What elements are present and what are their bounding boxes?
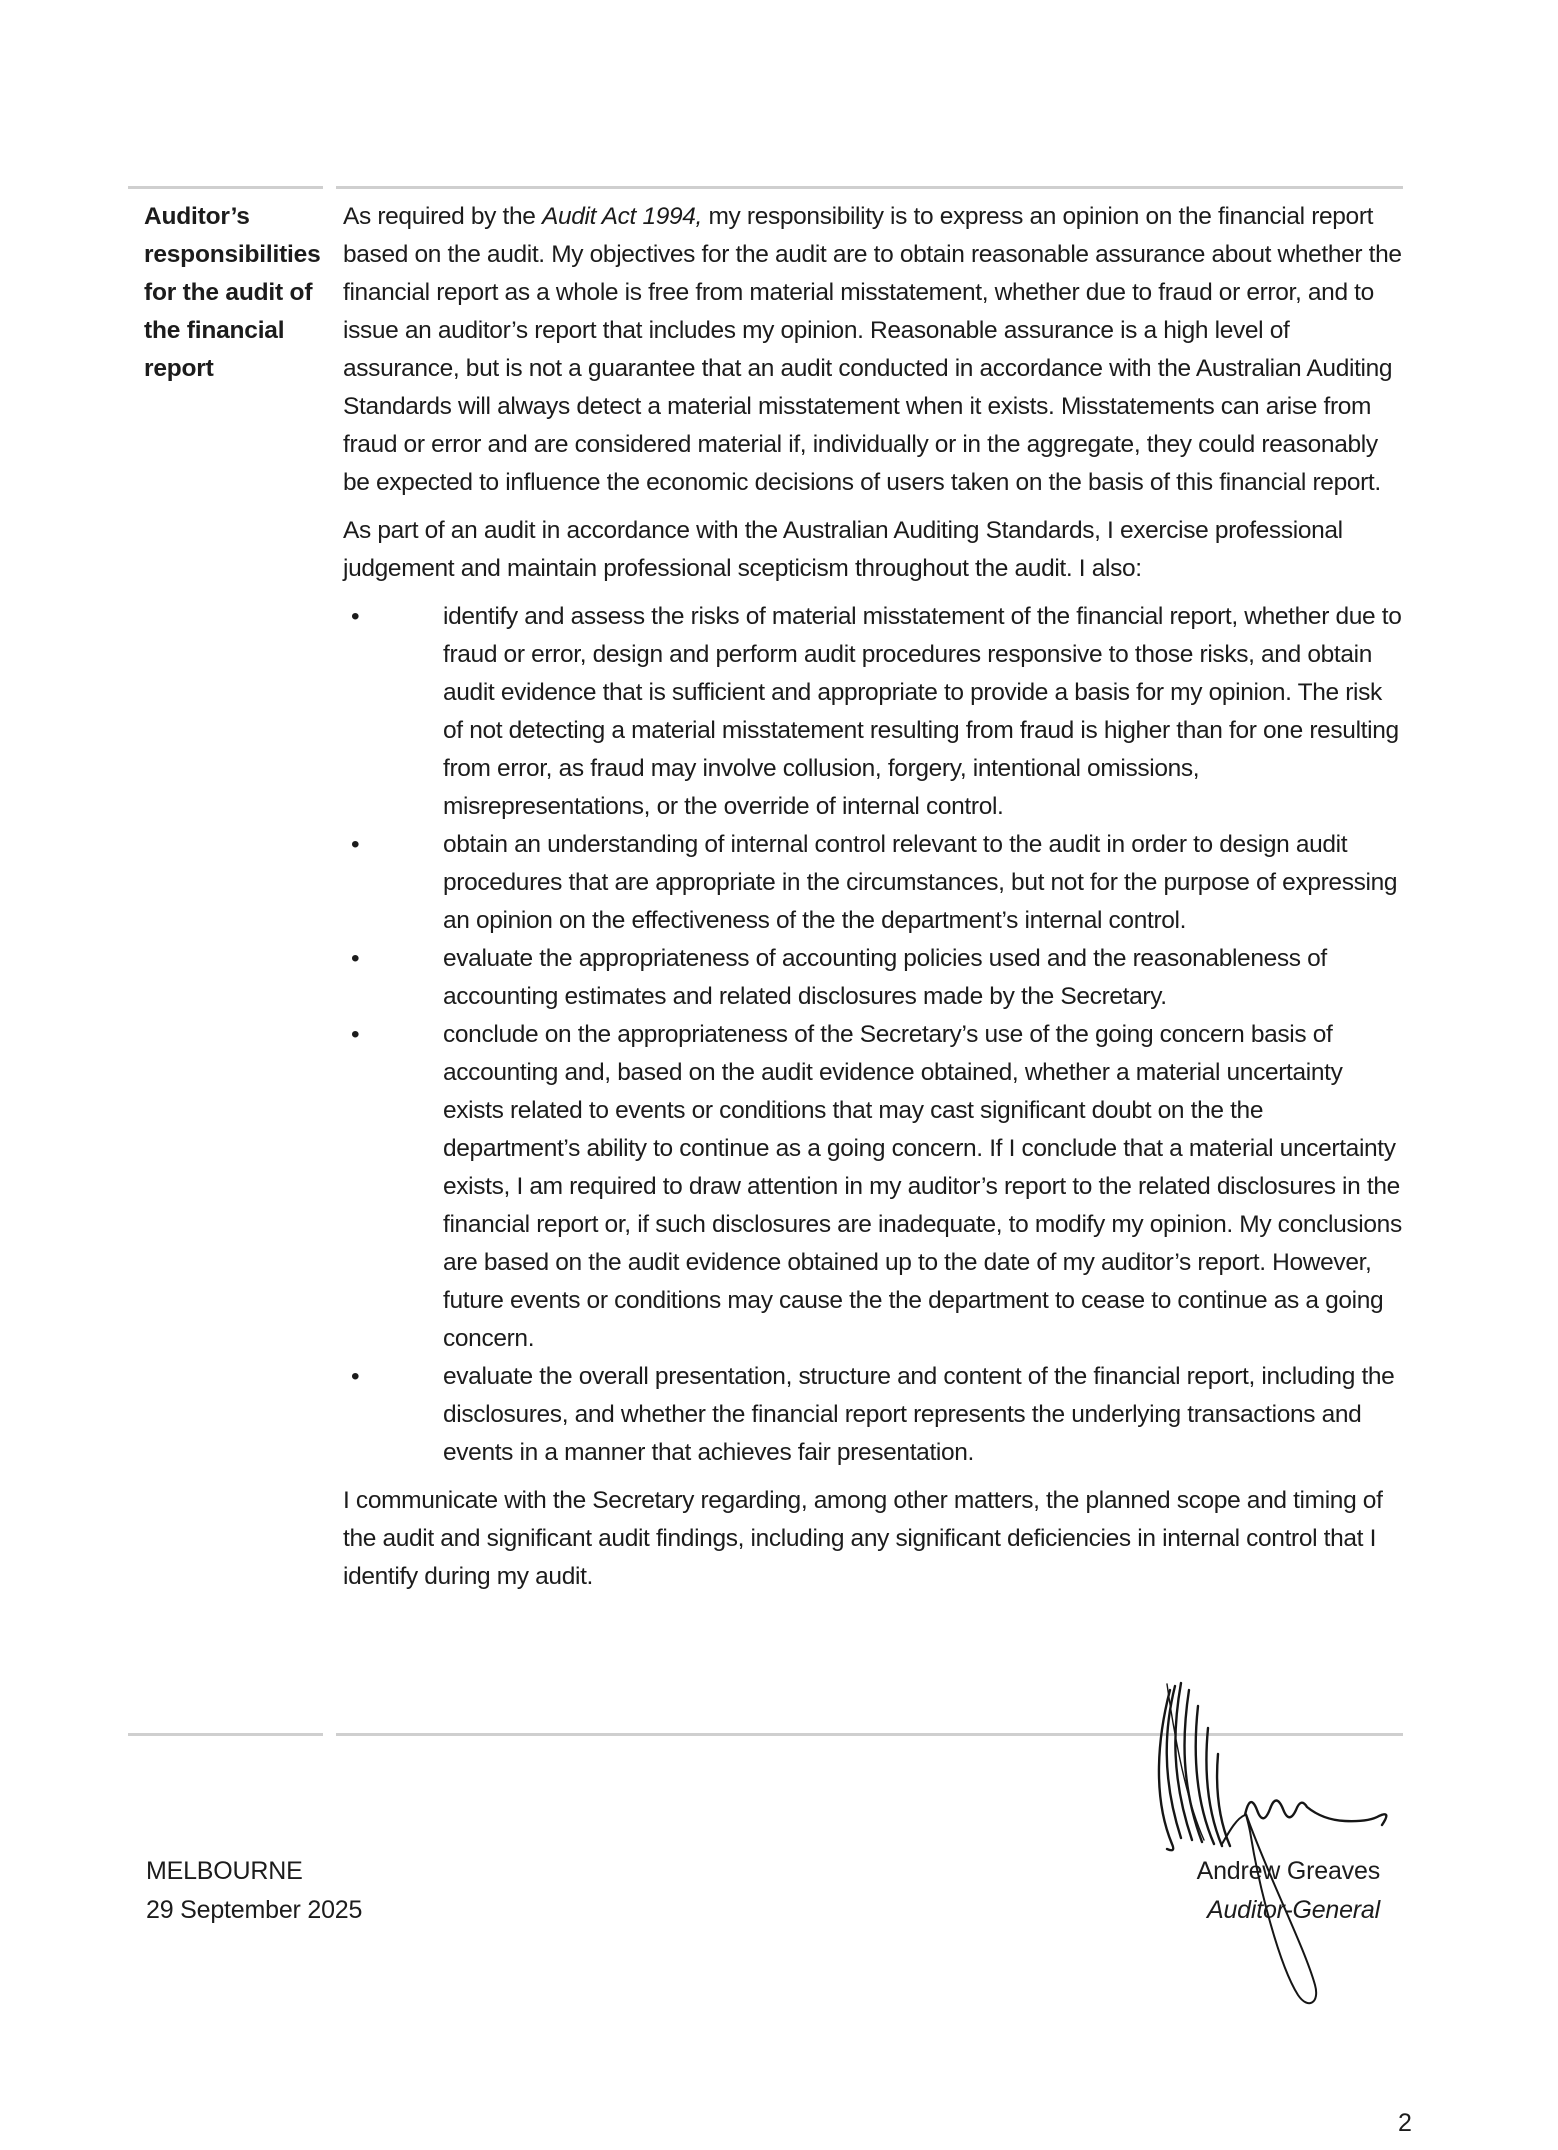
signatory-title: Auditor-General [1206, 1896, 1380, 1924]
list-item: • identify and assess the risks of material misstatement of the financial report, whether due to fraud or error, design and perform audit procedures responsive to those risks, and obtain audit evidence that is sufficient and appropriate to provide a basis for my opinion. The risk of not detecting a material misstatement resulting from fraud is higher than for one resulting from error, as fraud may involve collusion, forgery, intentional omissions, misrepresentations, or the override of internal control. [343, 598, 1403, 826]
table-top-rule-right [336, 186, 1403, 189]
page-number: 2 [1398, 2109, 1412, 2137]
signatory-name: Andrew Greaves [1196, 1857, 1380, 1885]
paragraph-audit-standards: As part of an audit in accordance with the Australian Auditing Standards, I exercise professional judgement and maintain professional scepticism throughout the audit. I also: [343, 517, 1343, 582]
paragraph-communicate: I communicate with the Secretary regarding, among other matters, the planned scope and timing of the audit and significant audit findings, including any significant deficiencies in internal control that I identify during my audit. [343, 1487, 1383, 1590]
table-bottom-rule-right [336, 1733, 1403, 1736]
paragraph-responsibility [343, 198, 1403, 502]
signoff-place-date [146, 1852, 362, 1930]
table-top-rule-left [128, 186, 323, 189]
signoff-date: 29 September 2025 [146, 1896, 363, 1924]
list-item: • evaluate the overall presentation, structure and content of the financial report, including the disclosures, and whether the financial report represents the underlying transactions and events in a manner that achieves fair presentation. [343, 1358, 1403, 1472]
para1-before: As required by the [343, 203, 542, 230]
section-heading: Auditor’s responsibilities for the audit of the financial report [144, 203, 321, 382]
signature-scrawl-icon [1118, 1664, 1410, 2020]
para1-after: my responsibility is to express an opinion on the financial report based on the audit. My objectives for the audit are to obtain reasonable assurance about whether the financial report as a whole is free from material misstatement, whether due to fraud or error, and to issue an auditor’s report that includes my opinion. Reasonable assurance is a high level of assurance, but is not a guarantee that an audit conducted in accordance with the Australian Auditing Standards will always detect a material misstatement when it exists. Misstatements can arise from fraud or error and are considered material if, individually or in the aggregate, they could reasonably be expected to influence the economic decisions of users taken on the basis of this financial report. [343, 203, 1402, 496]
signoff-signatory [1197, 1852, 1380, 1930]
list-item: • evaluate the appropriateness of accounting policies used and the reasonableness of accounting estimates and related disclosures made by the Secretary. [343, 940, 1403, 1016]
list-item: • obtain an understanding of internal control relevant to the audit in order to design audit procedures that are appropriate in the circumstances, but not for the purpose of expressing an opinion on the effectiveness of the the department’s internal control. [343, 826, 1403, 940]
table-bottom-rule-left [128, 1733, 323, 1736]
section-body [343, 198, 1403, 1606]
responsibilities-list [343, 598, 1403, 1472]
signoff-place: MELBOURNE [146, 1857, 303, 1885]
list-item: • conclude on the appropriateness of the Secretary’s use of the going concern basis of accounting and, based on the audit evidence obtained, whether a material uncertainty exists related to events or conditions that may cast significant doubt on the the department’s ability to continue as a going concern. If I conclude that a material uncertainty exists, I am required to draw attention in my auditor’s report to the related disclosures in the financial report or, if such disclosures are inadequate, to modify my opinion. My conclusions are based on the audit evidence obtained up to the date of my auditor’s report. However, future events or conditions may cause the the department to cease to continue as a going concern. [343, 1016, 1403, 1358]
act-reference-italic: Audit Act 1994, [542, 203, 703, 230]
